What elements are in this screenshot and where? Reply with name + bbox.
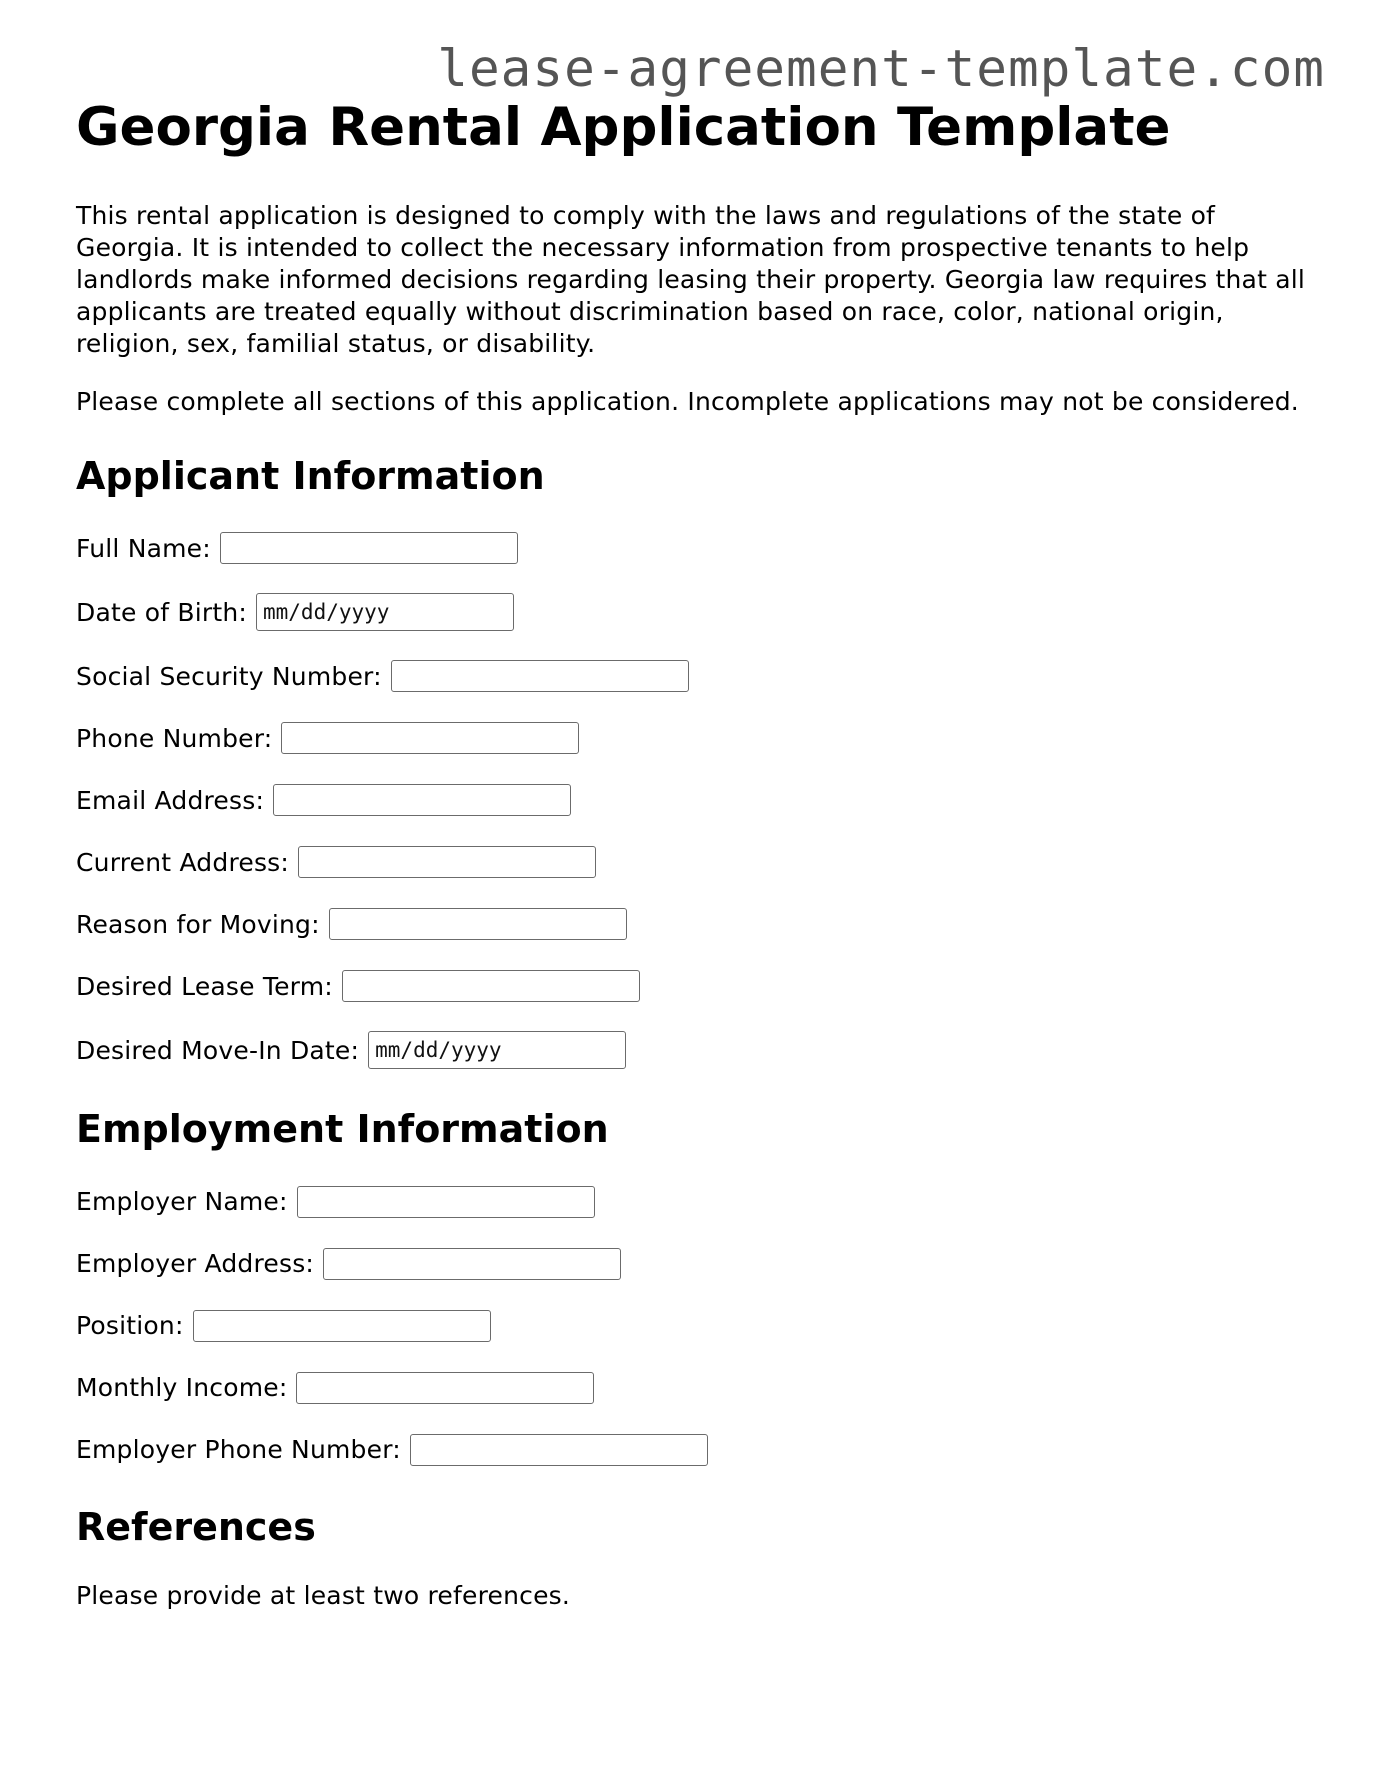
- page-title: Georgia Rental Application Template: [76, 97, 1171, 158]
- full-name-row: [76, 529, 1316, 567]
- move-in-date-row: [76, 1029, 1316, 1071]
- phone-input[interactable]: [281, 722, 579, 754]
- employer-address-input[interactable]: [323, 1248, 621, 1280]
- current-address-input[interactable]: [298, 846, 596, 878]
- references-section-heading: References: [76, 1504, 316, 1549]
- monthly-income-label: Monthly Income:: [76, 1373, 288, 1403]
- move-in-date-label: Desired Move-In Date:: [76, 1035, 360, 1065]
- position-input[interactable]: [193, 1310, 491, 1342]
- current-address-label: Current Address:: [76, 847, 290, 877]
- employer-name-row: [76, 1183, 1316, 1221]
- employer-address-label: Employer Address:: [76, 1249, 315, 1279]
- email-input[interactable]: [273, 784, 571, 816]
- lease-term-label: Desired Lease Term:: [76, 971, 333, 1001]
- ssn-row: [76, 657, 1316, 695]
- lease-term-input[interactable]: [342, 970, 640, 1002]
- ssn-label: Social Security Number:: [76, 661, 382, 691]
- date-of-birth-label: Date of Birth:: [76, 597, 247, 627]
- date-of-birth-input[interactable]: mm/dd/yyyy: [256, 593, 514, 631]
- employer-phone-row: [76, 1431, 1316, 1469]
- reason-for-moving-row: [76, 905, 1316, 943]
- reason-for-moving-label: Reason for Moving:: [76, 909, 320, 939]
- employer-address-row: [76, 1245, 1316, 1283]
- employer-phone-label: Employer Phone Number:: [76, 1435, 401, 1465]
- intro-paragraph: This rental application is designed to comply with the laws and regulations of the state of Georgia. It is intended to collect the necessary information from prospective tenants to help landlords make informed decisions regarding leasing their property. Georgia law requires that all applicants are treated equally without discrimination based on race, color, national origin, religion, sex, familial status, or disability.: [76, 200, 1306, 358]
- phone-row: [76, 719, 1316, 757]
- position-row: [76, 1307, 1316, 1345]
- references-instructions: Please provide at least two references.: [76, 1581, 571, 1611]
- monthly-income-row: [76, 1369, 1316, 1407]
- employment-section-heading: Employment Information: [76, 1107, 609, 1152]
- watermark: lease-agreement-template.com: [437, 40, 1325, 99]
- full-name-input[interactable]: [220, 532, 518, 564]
- phone-label: Phone Number:: [76, 723, 273, 753]
- reason-for-moving-input[interactable]: [329, 908, 627, 940]
- applicant-section-heading: Applicant Information: [76, 453, 545, 498]
- employer-phone-input[interactable]: [410, 1434, 708, 1466]
- ssn-input[interactable]: [391, 660, 689, 692]
- document-body: [76, 96, 1316, 1638]
- position-label: Position:: [76, 1311, 184, 1341]
- email-row: [76, 781, 1316, 819]
- email-label: Email Address:: [76, 785, 265, 815]
- instructions-paragraph: Please complete all sections of this application. Incomplete applications may not be considered.: [76, 386, 1299, 416]
- employer-name-input[interactable]: [297, 1186, 595, 1218]
- full-name-label: Full Name:: [76, 533, 211, 563]
- move-in-date-input[interactable]: mm/dd/yyyy: [368, 1031, 626, 1069]
- employer-name-label: Employer Name:: [76, 1187, 288, 1217]
- current-address-row: [76, 843, 1316, 881]
- lease-term-row: [76, 967, 1316, 1005]
- monthly-income-input[interactable]: [296, 1372, 594, 1404]
- date-of-birth-row: [76, 591, 1316, 633]
